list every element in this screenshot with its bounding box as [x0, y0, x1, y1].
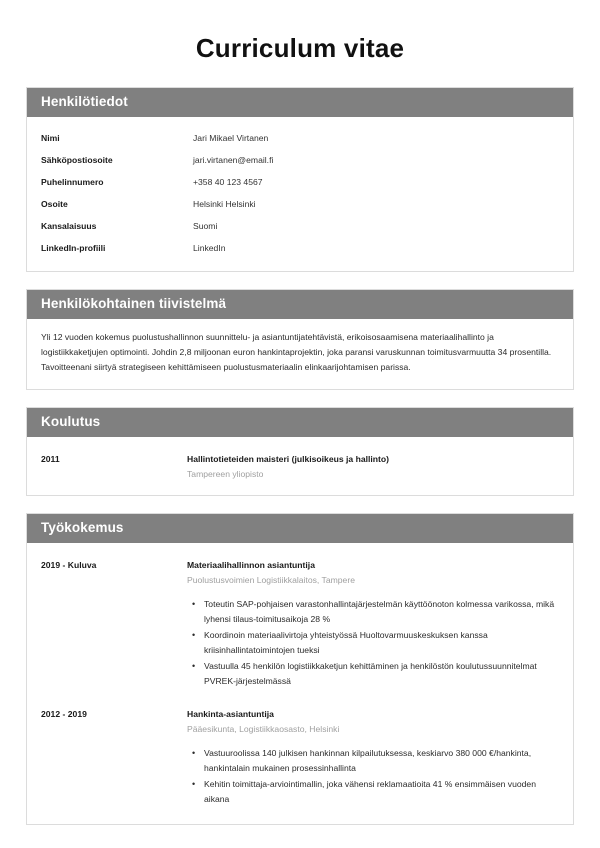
info-value-name: Jari Mikael Virtanen — [193, 133, 269, 143]
info-value-address: Helsinki Helsinki — [193, 199, 256, 209]
info-label-name: Nimi — [41, 133, 60, 143]
table-row — [41, 215, 559, 237]
page-title: Curriculum vitae — [195, 33, 405, 63]
info-label-phone: Puhelinnumero — [41, 177, 104, 187]
education-entry-date: 2011 — [41, 454, 60, 464]
work-entry — [41, 690, 559, 808]
work-entry-date: 2012 - 2019 — [41, 709, 87, 719]
list-item: • Kehitin toimittaja-arviointimallin, joka vähensi reklamaatioita 41 % ensimmäisen vuoden aikana — [204, 777, 559, 806]
education-entry — [41, 447, 559, 482]
personal-information-table — [41, 127, 559, 259]
table-row — [41, 171, 559, 193]
work-entry-date: 2019 - Kuluva — [41, 560, 97, 570]
info-value-phone: +358 40 123 4567 — [193, 177, 263, 187]
list-item: • Vastuuroolissa 140 julkisen hankinnan kilpailutuksessa, keskiarvo 380 000 €/hankinta, hankintalain mukainen prosessinhallinta — [204, 746, 559, 775]
list-item: • Toteutin SAP-pohjaisen varastonhallintajärjestelmän käyttöönoton kolmessa varikossa, mikä lyhensi tilaus-toimitusaikoja 28 % — [204, 597, 559, 626]
work-entry — [41, 553, 559, 690]
work-entry-main — [187, 559, 559, 690]
education-entry-institution: Tampereen yliopisto — [187, 469, 264, 479]
list-item: • Vastuulla 45 henkilön logistiikkaketjun kehittäminen ja henkilöstön koulutussuunnitelmat PVREK-järjestelmässä — [204, 659, 559, 688]
section-body-personal-summary — [27, 319, 573, 389]
info-label-address: Osoite — [41, 199, 68, 209]
info-value-email: jari.virtanen@email.fi — [193, 155, 274, 165]
section-header-personal-information: Henkilötiedot — [27, 88, 573, 117]
info-label-nationality: Kansalaisuus — [41, 221, 97, 231]
education-entry-main — [187, 453, 559, 482]
section-body-education — [27, 437, 573, 495]
education-entry-title: Hallintotieteiden maisteri (julkisoikeus ja hallinto) — [187, 454, 389, 464]
table-row — [41, 149, 559, 171]
info-label-email: Sähköpostiosoite — [41, 155, 113, 165]
work-entry-employer: Puolustusvoimien Logistiikkalaitos, Tampere — [187, 575, 355, 585]
info-label-linkedin: LinkedIn-profiili — [41, 243, 106, 253]
section-card-personal-information — [26, 87, 574, 272]
info-value-nationality: Suomi — [193, 221, 218, 231]
section-header-education: Koulutus — [27, 408, 573, 437]
work-entry-main — [187, 708, 559, 808]
section-card-education — [26, 407, 574, 496]
section-body-work-experience — [27, 543, 573, 824]
work-entry-title: Materiaalihallinnon asiantuntija — [187, 560, 315, 570]
section-header-work-experience: Työkokemus — [27, 514, 573, 543]
work-entry-employer: Pääesikunta, Logistiikkaosasto, Helsinki — [187, 724, 340, 734]
list-item: • Koordinoin materiaalivirtoja yhteistyössä Huoltovarmuuskeskuksen kanssa kriisinhallintatoimintojen tueksi — [204, 628, 559, 657]
section-card-work-experience — [26, 513, 574, 825]
work-entry-bullets — [187, 597, 559, 688]
table-row — [41, 237, 559, 259]
work-entry-bullets — [187, 746, 559, 806]
personal-information-rows — [41, 127, 559, 259]
info-value-linkedin: LinkedIn — [193, 243, 226, 253]
work-entry-title: Hankinta-asiantuntija — [187, 709, 274, 719]
personal-summary-text: Yli 12 vuoden kokemus puolustushallinnon suunnittelu- ja asiantuntijatehtävistä, erikoisosaamisena materiaalihallinto ja logistiikkaketjujen optimointi. Johdin 2,8 miljoonan euron hankintaprojektin, joka paransi varuskunnan toimitusvarmuutta 34 prosentilla. Tavoitteenani siirtyä strategiseen kehittämiseen puolustusmateriaalin elinkaarijohtamisen parissa. — [41, 332, 552, 372]
section-header-personal-summary: Henkilökohtainen tiivistelmä — [27, 290, 573, 319]
section-card-personal-summary — [26, 289, 574, 390]
table-row — [41, 127, 559, 149]
table-row — [41, 193, 559, 215]
section-body-personal-information — [27, 117, 573, 271]
